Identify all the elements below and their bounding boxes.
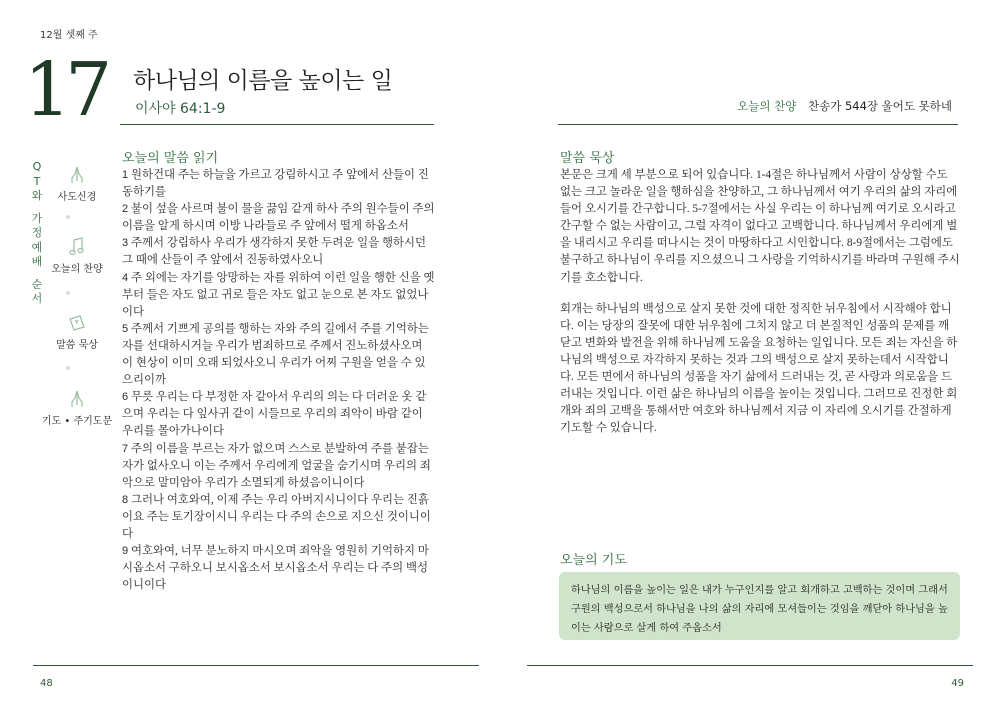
day-number: 17 xyxy=(24,47,107,133)
prayer-heading: 오늘의 기도 xyxy=(560,553,627,568)
step-hymn: 오늘의 찬양 xyxy=(38,237,116,275)
verse: 7 주의 이름을 부르는 자가 없으며 스스로 분발하여 주를 붙잡는 자가 없사오니 이는 주께서 우리에게 얼굴을 숨기시며 우리의 죄악으로 말미암아 우리가 소멸되게 하셨음이니이다 xyxy=(122,442,431,489)
bible-book-icon xyxy=(67,313,87,333)
title-divider xyxy=(120,124,434,125)
page-number-left: 48 xyxy=(40,678,53,689)
verse: 5 주께서 기쁘게 공의를 행하는 자와 주의 길에서 주를 기억하는 자를 선대하시거늘 우리가 범죄하므로 주께서 진노하셨사오며 이 현상이 이미 오래 되었사오니 우리가 어찌 구원을 얻을 수 있으리이까 xyxy=(122,322,429,387)
todays-hymn xyxy=(737,98,952,114)
prayer-box: 하나님의 이름을 높이는 일은 내가 누구인지를 알고 회개하고 고백하는 것이며 그래서 구원의 백성으로서 하나님을 나의 삶의 자리에 모셔들이는 것임을 깨닫아 하나님을 높이는 사람으로 살게 하여 주옵소서 xyxy=(559,572,960,640)
todays-hymn-label: 오늘의 찬양 xyxy=(737,99,797,113)
reflection-heading: 말씀 묵상 xyxy=(560,151,615,166)
praying-hands-icon xyxy=(68,165,86,185)
passage-reference: 이사야 64:1-9 xyxy=(135,101,226,117)
step-meditation: 말씀 묵상 xyxy=(38,313,116,351)
step-creed: 사도신경 xyxy=(38,165,116,203)
todays-hymn-text: 찬송가 544장 울어도 못하네 xyxy=(807,99,952,113)
qt-order-vertical-label: Q T 와 가 정 예 배 순 서 xyxy=(31,160,43,305)
step-dot xyxy=(66,366,70,370)
week-label: 12월 셋째 주 xyxy=(40,30,98,41)
footer-rule-right xyxy=(527,665,973,666)
verse: 3 주께서 강림하사 우리가 생각하지 못한 두려운 일을 행하시던 그 때에 산들이 주 앞에서 진동하였사오니 xyxy=(122,237,427,267)
verse: 2 불이 섶을 사르며 불이 물을 끓임 같게 하사 주의 원수들이 주의 이름을 알게 하시며 이방 나라들로 주 앞에서 떨게 하옵소서 xyxy=(122,203,435,233)
scripture-heading: 오늘의 말씀 읽기 xyxy=(122,151,219,166)
praying-hands-icon xyxy=(68,389,86,409)
page-title: 하나님의 이름을 높이는 일 xyxy=(133,68,393,94)
page-number-right: 49 xyxy=(951,678,964,689)
footer-rule-left xyxy=(33,665,479,666)
reflection-paragraph: 회개는 하나님의 백성으로 살지 못한 것에 대한 정직한 뉘우침에서 시작해야 합니다. 이는 당장의 잘못에 대한 뉘우침에 그치지 않고 더 본질적인 성품의 문제를 깨닫고 변화와 발전을 위해 하나님께 도움을 요청하는 일입니다. 모든 죄는 자신을 하나님의 백성으로 자각하지 못하는 것과 그의 백성으로 살지 못하는데서 시작합니다. 모든 면에서 하나님의 성품을 자기 삶에서 드러내는 것, 곧 사랑과 의로움을 드러내는 것입니다. 이런 삶은 하나님의 이름을 높이는 것입니다. 그러므로 진정한 회개와 죄의 고백을 통해서만 여호와 하나님께서 지금 이 자리에 오시기를 간절하게 기도할 수 있습니다. xyxy=(560,302,958,435)
step-dot xyxy=(66,291,70,295)
reflection-paragraph: 본문은 크게 세 부분으로 되어 있습니다. 1-4절은 하나님께서 사람이 상상할 수도 없는 크고 놀라운 일을 행하심을 찬양하고, 그 하나님께서 여기 우리의 삶의 자리에 들어 오시기를 간구합니다. 5-7절에서는 사실 우리는 이 하나님께 여기로 오시라고 간구할 수 없는 사람이고, 그럴 자격이 없다고 고백합니다. 하나님께서 우리에게 벌을 내리시고 우리를 떠나시는 것이 마땅하다고 시인합니다. 8-9절에서는 그럼에도 불구하고 하나님이 우리를 지으셨으니 그 사랑을 기억하시기를 바라며 구원해 주시기를 호소합니다. xyxy=(560,169,960,284)
music-note-icon xyxy=(69,237,85,257)
verse: 1 원하건대 주는 하늘을 가르고 강림하시고 주 앞에서 산들이 진동하기를 xyxy=(122,169,429,199)
verse: 8 그러나 여호와여, 이제 주는 우리 아버지시니이다 우리는 진흙이요 주는 토기장이시니 우리는 다 주의 손으로 지으신 것이니이다 xyxy=(122,493,431,540)
verse: 4 주 외에는 자기를 앙망하는 자를 위하여 이런 일을 행한 신을 옛부터 들은 자도 없고 귀로 들은 자도 없고 눈으로 본 자도 없었나이다 xyxy=(122,271,435,318)
verse: 9 여호와여, 너무 분노하지 마시오며 죄악을 영원히 기억하지 마시옵소서 구하오니 보시옵소서 보시옵소서 우리는 다 주의 백성이니이다 xyxy=(122,545,429,592)
hymn-divider xyxy=(558,124,958,125)
verse: 6 무릇 우리는 다 부정한 자 같아서 우리의 의는 다 더러운 옷 같으며 우리는 다 잎사귀 같이 시들므로 우리의 죄악이 바람 같이 우리를 몰아가나이다 xyxy=(122,391,427,438)
reflection-text xyxy=(560,167,960,451)
step-prayer: 기도 • 주기도문 xyxy=(38,389,116,427)
step-dot xyxy=(66,215,70,219)
scripture-text xyxy=(122,167,435,594)
